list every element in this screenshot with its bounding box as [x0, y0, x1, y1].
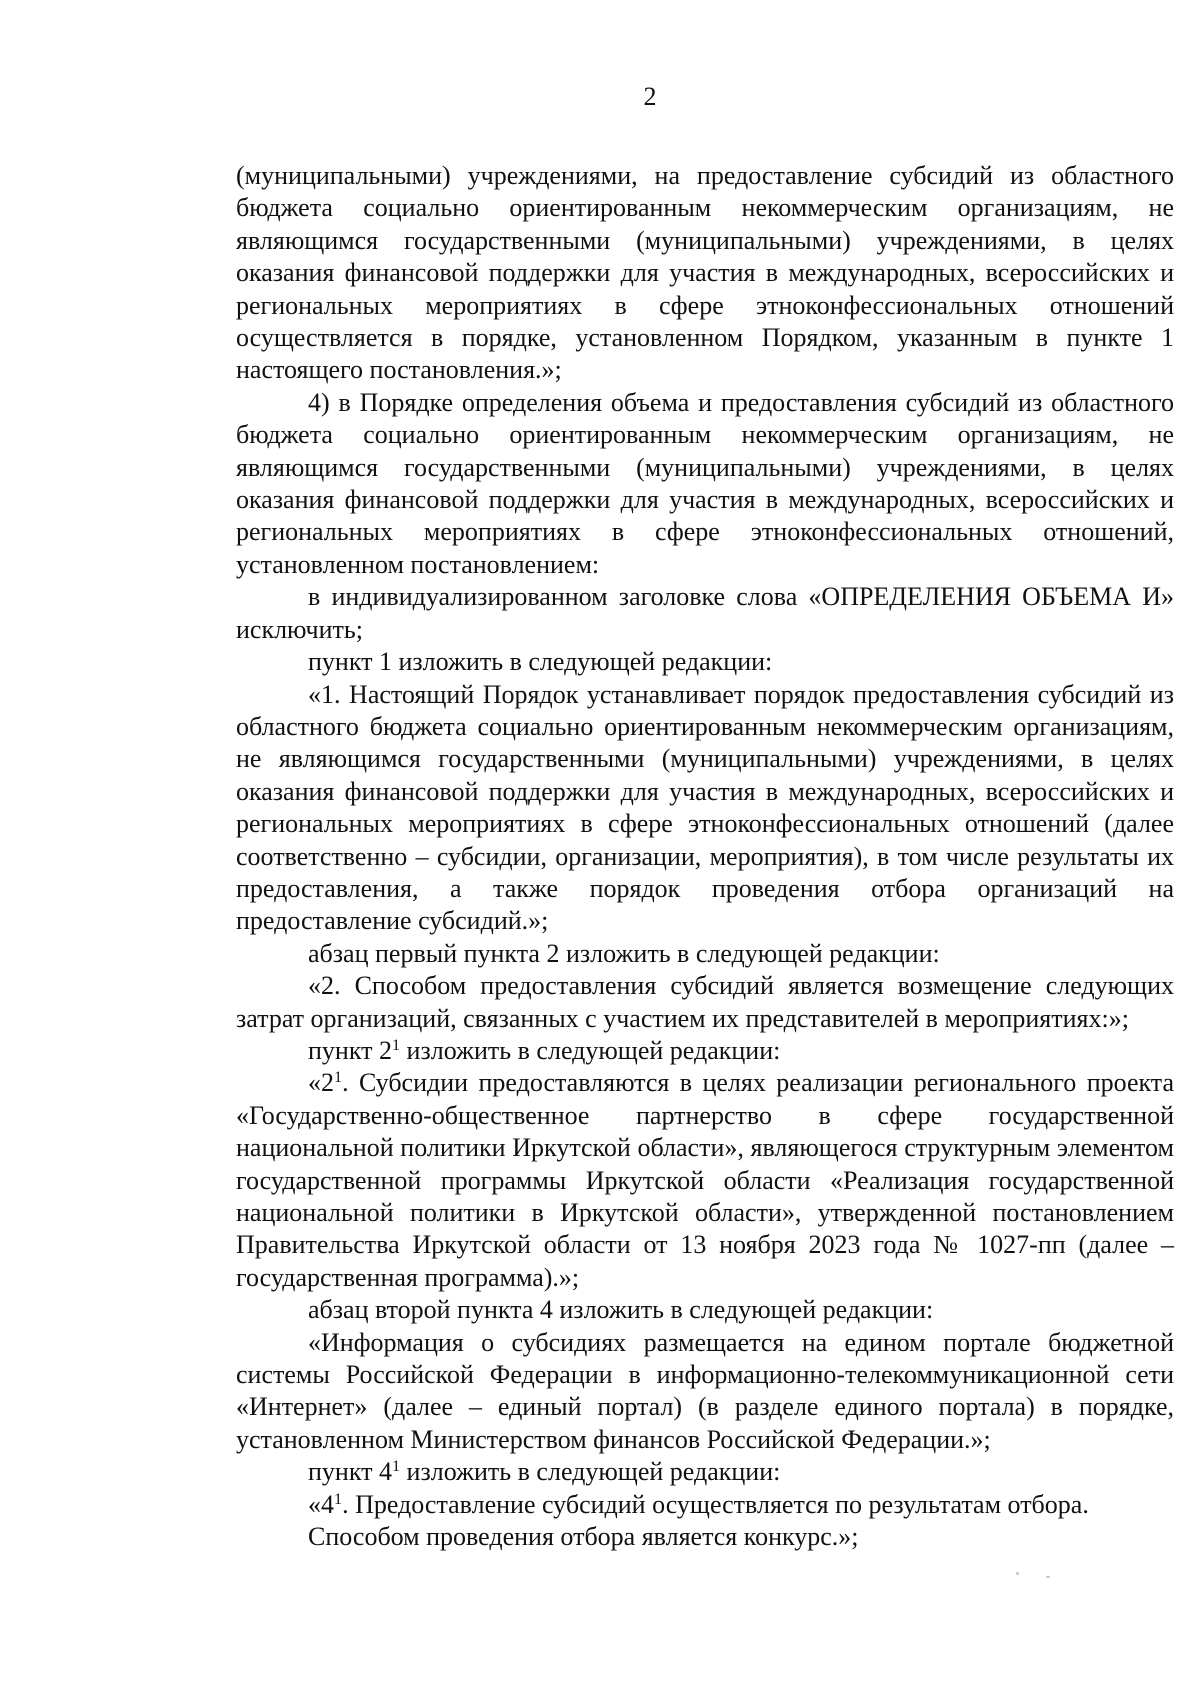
- paragraph: [236, 1294, 1174, 1326]
- paragraph-text: (муниципальными) учреждениями, на предоставление субсидий из областного бюджета социально ориентированным некоммерческим организациям, не являющимся государственными (муниципальными) учреждениями, в целях оказания финансовой поддержки для участия в международных, всероссийских и региональных мероприятиях в сфере этноконфессиональных отношений осуществляется в порядке, установленном Порядком, указанным в пункте 1 настоящего постановления.»;: [236, 161, 1174, 385]
- paragraph: [236, 646, 1174, 678]
- paragraph: [236, 1067, 1174, 1294]
- paragraph-text: в индивидуализированном заголовке слова «ОПРЕДЕЛЕНИЯ ОБЪЕМА И» исключить;: [236, 582, 1174, 644]
- paragraph-text: «Информация о субсидиях размещается на едином портале бюджетной системы Российской Федерации в информационно-телекоммуникационной сети «Интернет» (далее – единый портал) (в разделе единого портала) в порядке, установленном Министерством финансов Российской Федерации.»;: [236, 1327, 1174, 1454]
- paragraph-text: пункт 2: [308, 1035, 392, 1065]
- superscript: 1: [391, 1458, 401, 1476]
- paragraph: [236, 581, 1174, 646]
- paragraph: [236, 1327, 1174, 1457]
- superscript: 1: [334, 1069, 343, 1087]
- document-body: [236, 160, 1174, 1553]
- paragraph-text: абзац первый пункта 2 изложить в следующей редакции:: [308, 938, 940, 968]
- paragraph-text: . Субсидии предоставляются в целях реализации регионального проекта «Государственно-общественное партнерство в сфере государственной национальной политики Иркутской области», являющегося структурным элементом государственной программы Иркутской области «Реализация государственной национальной политики в Иркутской области», утвержденной постановлением Правительства Иркутской области от 13 ноября 2023 года № 1027-пп (далее – государственная программа).»;: [236, 1068, 1174, 1292]
- page-number: 2: [643, 82, 657, 111]
- paragraph: [236, 1456, 1174, 1488]
- paragraph-text: «4: [308, 1489, 334, 1519]
- paragraph-text: абзац второй пункта 4 изложить в следующей редакции:: [308, 1295, 934, 1325]
- paragraph: [236, 1521, 1174, 1553]
- scan-speck: [1046, 1576, 1050, 1578]
- paragraph-text: изложить в следующей редакции:: [400, 1035, 781, 1065]
- paragraph-text: 4) в Порядке определения объема и предоставления субсидий из областного бюджета социально ориентированным некоммерческим организациям, не являющимся государственными (муниципальными) учреждениями, в целях оказания финансовой поддержки для участия в международных, всероссийских и региональных мероприятиях в сфере этноконфессиональных отношений, установленном постановлением:: [236, 387, 1174, 579]
- paragraph: [236, 387, 1174, 581]
- paragraph: [236, 1035, 1174, 1067]
- paragraph: [236, 679, 1174, 938]
- paragraph-text: «2. Способом предоставления субсидий является возмещение следующих затрат организаций, связанных с участием их представителей в мероприятиях:»;: [236, 971, 1174, 1033]
- paragraph-text: изложить в следующей редакции:: [400, 1457, 781, 1487]
- paragraph: [236, 938, 1174, 970]
- paragraph-text: . Предоставление субсидий осуществляется по результатам отбора.: [342, 1489, 1089, 1519]
- paragraph-text: пункт 4: [308, 1457, 392, 1487]
- paragraph-text: Способом проведения отбора является конкурс.»;: [308, 1522, 859, 1552]
- paragraph: [236, 970, 1174, 1035]
- paragraph: [236, 1489, 1174, 1521]
- paragraph-text: пункт 1 изложить в следующей редакции:: [308, 647, 773, 677]
- paragraph-text: «2: [308, 1068, 334, 1098]
- paragraph: [236, 160, 1174, 387]
- paragraph-text: «1. Настоящий Порядок устанавливает порядок предоставления субсидий из областного бюджета социально ориентированным некоммерческим организациям, не являющимся государственными (муниципальными) учреждениями, в целях оказания финансовой поддержки для участия в международных, всероссийских и региональных мероприятиях в сфере этноконфессиональных отношений (далее соответственно – субсидии, организации, мероприятия), в том числе результаты их предоставления, а также порядок проведения отбора организаций на предоставление субсидий.»;: [236, 679, 1174, 936]
- scan-speck: [1016, 1572, 1019, 1575]
- superscript: 1: [391, 1037, 401, 1055]
- superscript: 1: [334, 1490, 343, 1508]
